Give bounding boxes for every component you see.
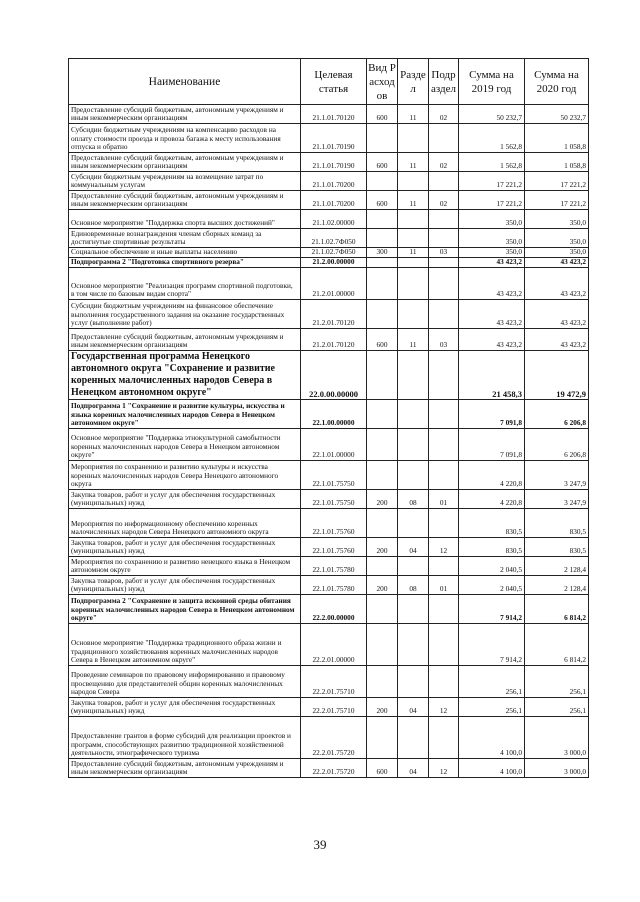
cell-sum2020: 830,5: [525, 509, 589, 538]
cell-podrazdel: 12: [429, 759, 459, 778]
cell-code: 22.2.01.75720: [301, 759, 367, 778]
cell-sum2020: 350,0: [525, 210, 589, 229]
cell-razdel: 04: [398, 698, 429, 717]
cell-vid: [367, 229, 398, 248]
cell-vid: [367, 400, 398, 429]
cell-name: Подпрограмма 1 "Сохранение и развитие культуры, искусства и языка коренных малочисленных народов Севера в Ненецком автономном округе": [69, 400, 301, 429]
table-row: [69, 351, 589, 400]
cell-podrazdel: 02: [429, 191, 459, 210]
cell-razdel: [398, 717, 429, 759]
cell-vid: [367, 557, 398, 576]
cell-vid: [367, 300, 398, 329]
cell-podrazdel: 01: [429, 490, 459, 509]
cell-razdel: [398, 351, 429, 400]
table-row: [69, 624, 589, 666]
cell-vid: [367, 429, 398, 461]
cell-sum2020: 17 221,2: [525, 172, 589, 191]
cell-name: Предоставление субсидий бюджетным, автономным учреждениям и иным некоммерческим организациям: [69, 153, 301, 172]
cell-code: 21.1.01.70190: [301, 153, 367, 172]
cell-code: 22.1.01.75750: [301, 461, 367, 490]
cell-name: Предоставление субсидий бюджетным, автономным учреждениям и иным некоммерческим организациям: [69, 191, 301, 210]
cell-razdel: [398, 210, 429, 229]
cell-vid: [367, 509, 398, 538]
header-razdel: Раздел: [398, 59, 429, 105]
cell-vid: 200: [367, 490, 398, 509]
cell-code: 21.1.02.00000: [301, 210, 367, 229]
table-row: [69, 248, 589, 258]
table-row: [69, 191, 589, 210]
cell-sum2020: 350,0: [525, 229, 589, 248]
cell-name: Подпрограмма 2 "Сохранение и защита исконной среды обитания коренных малочисленных народов Севера в Ненецком автономном округе": [69, 595, 301, 624]
cell-sum2020: 43 423,2: [525, 300, 589, 329]
cell-podrazdel: [429, 557, 459, 576]
cell-name: Мероприятия по сохранению и развитию культуры и искусства коренных малочисленных народов Севера Ненецкого автономного округа: [69, 461, 301, 490]
cell-sum2019: 43 423,2: [459, 268, 525, 300]
header-vid: Вид Расходов: [367, 59, 398, 105]
cell-name: Предоставление субсидий бюджетным, автономным учреждениям и иным некоммерческим организациям: [69, 105, 301, 124]
cell-name: Основное мероприятие "Реализация программ спортивной подготовки, в том числе по базовым видам спорта": [69, 268, 301, 300]
table-row: [69, 717, 589, 759]
cell-razdel: [398, 509, 429, 538]
cell-podrazdel: [429, 400, 459, 429]
cell-sum2019: 50 232,7: [459, 105, 525, 124]
cell-name: Предоставление грантов в форме субсидий для реализации проектов и программ, способствующих развитию традиционной хозяйственной деятельности, этнографического туризма: [69, 717, 301, 759]
table-row: [69, 268, 589, 300]
cell-code: 22.2.01.75720: [301, 717, 367, 759]
cell-razdel: [398, 268, 429, 300]
cell-podrazdel: [429, 595, 459, 624]
cell-podrazdel: [429, 624, 459, 666]
cell-podrazdel: [429, 229, 459, 248]
cell-code: 22.1.01.75780: [301, 557, 367, 576]
cell-vid: 600: [367, 759, 398, 778]
cell-name: Мероприятия по информационному обеспечению коренных малочисленных народов Севера Ненецкого автономного округа: [69, 509, 301, 538]
header-code: Целевая статья: [301, 59, 367, 105]
cell-podrazdel: [429, 172, 459, 191]
cell-code: 22.2.01.75710: [301, 666, 367, 698]
cell-sum2019: 350,0: [459, 248, 525, 258]
cell-razdel: 08: [398, 576, 429, 595]
cell-podrazdel: [429, 509, 459, 538]
cell-sum2020: 3 000,0: [525, 759, 589, 778]
table-row: [69, 258, 589, 268]
cell-razdel: [398, 595, 429, 624]
table-row: [69, 576, 589, 595]
cell-podrazdel: [429, 258, 459, 268]
cell-podrazdel: 02: [429, 153, 459, 172]
cell-vid: [367, 461, 398, 490]
cell-sum2020: 50 232,7: [525, 105, 589, 124]
cell-name: Основное мероприятие "Поддержка спорта высших достижений": [69, 210, 301, 229]
cell-podrazdel: [429, 429, 459, 461]
cell-vid: 600: [367, 153, 398, 172]
cell-podrazdel: [429, 717, 459, 759]
cell-podrazdel: [429, 300, 459, 329]
cell-sum2019: 43 423,2: [459, 258, 525, 268]
cell-sum2019: 1 562,8: [459, 124, 525, 153]
cell-sum2019: 4 100,0: [459, 759, 525, 778]
cell-name: Государственная программа Ненецкого автономного округа "Сохранение и развитие коренных малочисленных народов Севера в Ненецком автономном округе": [69, 351, 301, 400]
table-header-row: [69, 59, 589, 105]
cell-code: 22.2.01.75710: [301, 698, 367, 717]
cell-code: 21.2.01.70120: [301, 329, 367, 351]
header-sum2020: Сумма на 2020 год: [525, 59, 589, 105]
cell-name: Единовременные вознаграждения членам сборных команд за достигнутые спортивные результаты: [69, 229, 301, 248]
cell-code: 21.1.01.70200: [301, 172, 367, 191]
cell-razdel: 11: [398, 191, 429, 210]
cell-sum2019: 4 220,8: [459, 461, 525, 490]
cell-name: Предоставление субсидий бюджетным, автономным учреждениям и иным некоммерческим организациям: [69, 329, 301, 351]
cell-sum2019: 43 423,2: [459, 300, 525, 329]
cell-vid: [367, 268, 398, 300]
cell-podrazdel: [429, 666, 459, 698]
cell-sum2020: 3 247,9: [525, 461, 589, 490]
cell-sum2019: 4 100,0: [459, 717, 525, 759]
cell-razdel: [398, 124, 429, 153]
cell-razdel: 11: [398, 153, 429, 172]
table-row: [69, 105, 589, 124]
header-name: Наименование: [69, 59, 301, 105]
cell-podrazdel: 12: [429, 538, 459, 557]
cell-podrazdel: [429, 210, 459, 229]
cell-razdel: [398, 624, 429, 666]
cell-vid: [367, 351, 398, 400]
cell-vid: 300: [367, 248, 398, 258]
cell-sum2019: 17 221,2: [459, 172, 525, 191]
cell-sum2020: 256,1: [525, 666, 589, 698]
table-row: [69, 210, 589, 229]
cell-code: 21.1.01.70190: [301, 124, 367, 153]
cell-razdel: [398, 172, 429, 191]
cell-sum2020: 350,0: [525, 248, 589, 258]
cell-sum2020: 3 247,9: [525, 490, 589, 509]
cell-sum2020: 6 206,8: [525, 429, 589, 461]
cell-vid: 600: [367, 191, 398, 210]
cell-name: Подпрограмма 2 "Подготовка спортивного резерва": [69, 258, 301, 268]
table-row: [69, 300, 589, 329]
cell-sum2020: 17 221,2: [525, 191, 589, 210]
table-body: [69, 105, 589, 778]
table-row: [69, 400, 589, 429]
cell-sum2020: 256,1: [525, 698, 589, 717]
cell-sum2020: 3 000,0: [525, 717, 589, 759]
cell-sum2019: 7 914,2: [459, 595, 525, 624]
cell-podrazdel: 03: [429, 329, 459, 351]
cell-code: 21.1.01.70120: [301, 105, 367, 124]
cell-sum2020: 6 814,2: [525, 624, 589, 666]
cell-sum2020: 6 206,8: [525, 400, 589, 429]
cell-razdel: [398, 666, 429, 698]
cell-name: Социальное обеспечение и иные выплаты населению: [69, 248, 301, 258]
cell-sum2020: 1 058,8: [525, 153, 589, 172]
cell-sum2020: 2 128,4: [525, 557, 589, 576]
cell-vid: 200: [367, 698, 398, 717]
cell-sum2019: 830,5: [459, 538, 525, 557]
cell-sum2020: 6 814,2: [525, 595, 589, 624]
cell-vid: [367, 666, 398, 698]
cell-code: 22.1.01.75780: [301, 576, 367, 595]
cell-code: 21.2.01.00000: [301, 268, 367, 300]
cell-podrazdel: [429, 268, 459, 300]
cell-sum2019: 7 091,8: [459, 429, 525, 461]
cell-code: 21.1.01.70200: [301, 191, 367, 210]
table-row: [69, 172, 589, 191]
cell-code: 22.1.01.75760: [301, 509, 367, 538]
table-row: [69, 698, 589, 717]
cell-vid: [367, 210, 398, 229]
cell-razdel: [398, 229, 429, 248]
cell-sum2020: 830,5: [525, 538, 589, 557]
cell-razdel: 11: [398, 329, 429, 351]
table-row: [69, 329, 589, 351]
cell-name: Предоставление субсидий бюджетным, автономным учреждениям и иным некоммерческим организациям: [69, 759, 301, 778]
cell-vid: 200: [367, 538, 398, 557]
cell-sum2019: 2 040,5: [459, 576, 525, 595]
cell-vid: 600: [367, 105, 398, 124]
cell-name: Проведение семинаров по правовому информированию и правовому просвещению для представителей общин коренных малочисленных народов Севера: [69, 666, 301, 698]
cell-sum2020: 19 472,9: [525, 351, 589, 400]
table-row: [69, 461, 589, 490]
table-row: [69, 429, 589, 461]
cell-podrazdel: 01: [429, 576, 459, 595]
cell-sum2020: 43 423,2: [525, 258, 589, 268]
cell-vid: [367, 124, 398, 153]
cell-vid: [367, 624, 398, 666]
cell-vid: [367, 172, 398, 191]
table-row: [69, 229, 589, 248]
cell-name: Основное мероприятие "Поддержка этнокультурной самобытности коренных малочисленных народов Севера в Ненецком автономном округе": [69, 429, 301, 461]
cell-podrazdel: [429, 351, 459, 400]
table-row: [69, 595, 589, 624]
cell-vid: [367, 595, 398, 624]
table-row: [69, 153, 589, 172]
cell-code: 22.1.01.75750: [301, 490, 367, 509]
cell-razdel: 08: [398, 490, 429, 509]
table-row: [69, 538, 589, 557]
page-number: 39: [313, 837, 327, 852]
cell-sum2020: 43 423,2: [525, 268, 589, 300]
cell-sum2019: 350,0: [459, 229, 525, 248]
cell-name: Закупка товаров, работ и услуг для обеспечения государственных (муниципальных) нужд: [69, 538, 301, 557]
cell-code: 22.2.01.00000: [301, 624, 367, 666]
cell-code: 22.1.01.75760: [301, 538, 367, 557]
table-row: [69, 490, 589, 509]
cell-sum2019: 21 458,3: [459, 351, 525, 400]
cell-name: Закупка товаров, работ и услуг для обеспечения государственных (муниципальных) нужд: [69, 576, 301, 595]
cell-sum2020: 43 423,2: [525, 329, 589, 351]
cell-name: Основное мероприятие "Поддержка традиционного образа жизни и традиционного хозяйствования коренных малочисленных народов Севера в Ненецком автономном округе": [69, 624, 301, 666]
cell-name: Закупка товаров, работ и услуг для обеспечения государственных (муниципальных) нужд: [69, 490, 301, 509]
cell-name: Субсидии бюджетным учреждениям на финансовое обеспечение выполнения государственного задания на оказание государственных услуг (выполнение работ): [69, 300, 301, 329]
cell-razdel: [398, 429, 429, 461]
cell-podrazdel: 03: [429, 248, 459, 258]
cell-razdel: 11: [398, 105, 429, 124]
cell-code: 22.1.00.00000: [301, 400, 367, 429]
table-row: [69, 509, 589, 538]
cell-sum2020: 1 058,8: [525, 124, 589, 153]
cell-vid: 600: [367, 329, 398, 351]
cell-sum2019: 43 423,2: [459, 329, 525, 351]
cell-vid: [367, 258, 398, 268]
cell-razdel: 04: [398, 538, 429, 557]
cell-code: 21.2.01.70120: [301, 300, 367, 329]
cell-razdel: 11: [398, 248, 429, 258]
cell-name: Субсидии бюджетным учреждениям на компенсацию расходов на оплату стоимости проезда и провоза багажа к месту использования отпуска и обратно: [69, 124, 301, 153]
cell-razdel: [398, 258, 429, 268]
cell-razdel: [398, 300, 429, 329]
cell-podrazdel: 02: [429, 105, 459, 124]
cell-name: Субсидии бюджетным учреждениям на возмещение затрат по коммунальным услугам: [69, 172, 301, 191]
cell-podrazdel: [429, 461, 459, 490]
cell-sum2019: 350,0: [459, 210, 525, 229]
cell-sum2019: 256,1: [459, 698, 525, 717]
cell-razdel: [398, 461, 429, 490]
cell-sum2019: 830,5: [459, 509, 525, 538]
table-row: [69, 759, 589, 778]
header-podrazdel: Подраздел: [429, 59, 459, 105]
cell-code: 22.2.00.00000: [301, 595, 367, 624]
cell-sum2019: 7 091,8: [459, 400, 525, 429]
cell-sum2019: 7 914,2: [459, 624, 525, 666]
cell-code: 21.1.02.7Ф050: [301, 248, 367, 258]
cell-name: Закупка товаров, работ и услуг для обеспечения государственных (муниципальных) нужд: [69, 698, 301, 717]
table-row: [69, 557, 589, 576]
cell-razdel: [398, 557, 429, 576]
cell-sum2019: 256,1: [459, 666, 525, 698]
cell-vid: [367, 717, 398, 759]
cell-sum2020: 2 128,4: [525, 576, 589, 595]
cell-sum2019: 17 221,2: [459, 191, 525, 210]
cell-code: 21.2.00.00000: [301, 258, 367, 268]
table-row: [69, 124, 589, 153]
cell-podrazdel: 12: [429, 698, 459, 717]
cell-sum2019: 1 562,8: [459, 153, 525, 172]
cell-sum2019: 4 220,8: [459, 490, 525, 509]
header-sum2019: Сумма на 2019 год: [459, 59, 525, 105]
cell-vid: 200: [367, 576, 398, 595]
cell-code: 22.1.01.00000: [301, 429, 367, 461]
cell-sum2019: 2 040,5: [459, 557, 525, 576]
cell-code: 22.0.00.00000: [301, 351, 367, 400]
cell-code: 21.1.02.7Ф050: [301, 229, 367, 248]
cell-razdel: [398, 400, 429, 429]
table-row: [69, 666, 589, 698]
cell-name: Мероприятия по сохранению и развитию ненецкого языка в Ненецком автономном округе: [69, 557, 301, 576]
cell-podrazdel: [429, 124, 459, 153]
budget-table: [68, 58, 589, 778]
cell-razdel: 04: [398, 759, 429, 778]
